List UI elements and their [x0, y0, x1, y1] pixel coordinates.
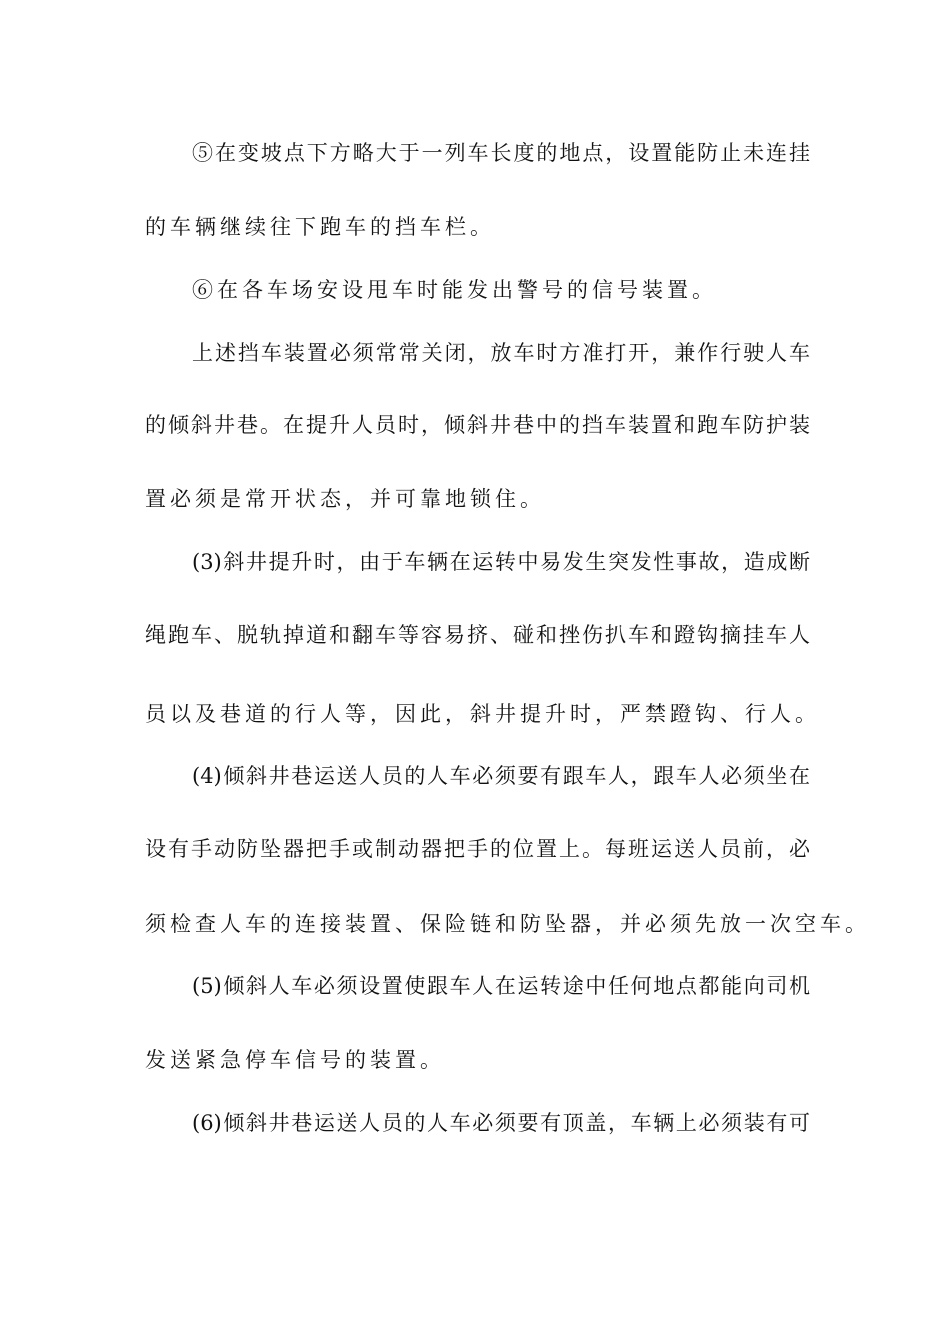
- text-line: (4)倾斜井巷运送人员的人车必须要有跟车人，跟车人必须坐在: [192, 764, 810, 788]
- text-line: 置必须是常开状态，并可靠地锁住。: [145, 487, 545, 511]
- text-line: ⑤在变坡点下方略大于一列车长度的地点，设置能防止未连挂: [192, 141, 810, 165]
- text-line: 的倾斜井巷。在提升人员时，倾斜井巷中的挡车装置和跑车防护装: [145, 413, 810, 437]
- text-line: ⑥在各车场安设甩车时能发出警号的信号装置。: [192, 278, 717, 302]
- text-line: (3)斜井提升时，由于车辆在运转中易发生突发性事故，造成断: [192, 550, 810, 574]
- text-line: 设有手动防坠器把手或制动器把手的位置上。每班运送人员前，必: [145, 837, 810, 861]
- text-line: (6)倾斜井巷运送人员的人车必须要有顶盖，车辆上必须装有可: [192, 1111, 810, 1135]
- text-line: 的车辆继续往下跑车的挡车栏。: [145, 215, 495, 239]
- text-line: 员以及巷道的行人等，因此，斜井提升时，严禁蹬钩、行人。: [145, 702, 820, 726]
- text-line: (5)倾斜人车必须设置使跟车人在运转途中任何地点都能向司机: [192, 974, 810, 998]
- text-line: 发送紧急停车信号的装置。: [145, 1048, 445, 1072]
- text-line: 须检查人车的连接装置、保险链和防坠器，并必须先放一次空车。: [145, 912, 870, 936]
- text-line: 上述挡车装置必须常常关闭，放车时方准打开，兼作行驶人车: [192, 341, 810, 365]
- text-line: 绳跑车、脱轨掉道和翻车等容易挤、碰和挫伤扒车和蹬钩摘挂车人: [145, 623, 810, 647]
